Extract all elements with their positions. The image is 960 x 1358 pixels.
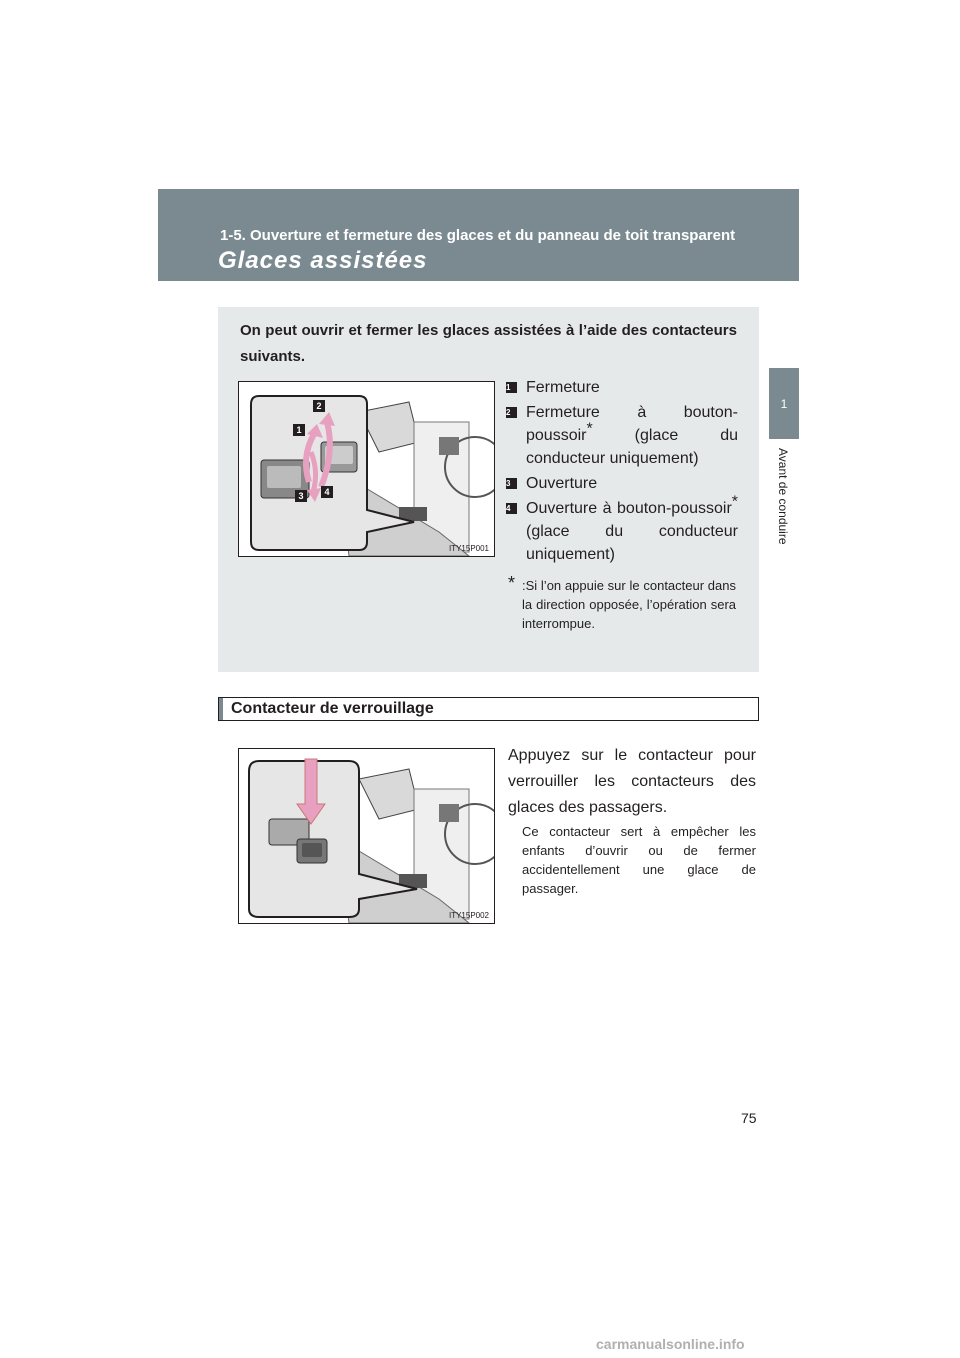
step-item — [506, 493, 738, 566]
figure-code: ITY15P002 — [448, 911, 489, 920]
intro-text: On peut ouvrir et fermer les glaces assistées à l’aide des contacteurs suivants. — [240, 322, 737, 365]
chapter-tab[interactable] — [769, 368, 799, 439]
figure-lock-switch — [238, 748, 495, 924]
footnote-star: * — [731, 493, 738, 511]
step-text: Fermeture — [526, 379, 600, 396]
callout-2: 2 — [316, 401, 322, 411]
callout-3: 3 — [298, 491, 304, 501]
chapter-tab-number: 1 — [780, 396, 788, 411]
step-text-rest: (glace du conducteur uniquement) — [526, 427, 738, 467]
step-text: Ouverture — [526, 475, 598, 492]
step-text-rest: (glace du conducteur uniquement) — [526, 523, 738, 563]
footnote-text: :Si l’on appuie sur le contacteur dans la direction opposée, l’opération sera interrompue. — [522, 578, 736, 631]
step-number: 2 — [506, 407, 517, 418]
figure-window-switches — [238, 381, 495, 557]
callout-4: 4 — [324, 487, 330, 497]
footnote-star: * — [586, 420, 593, 438]
watermark[interactable]: carmanualsonline.info — [596, 1336, 745, 1352]
footnote — [508, 573, 736, 633]
step-number: 1 — [506, 382, 517, 393]
chapter-tab-label: Avant de conduire — [776, 448, 790, 545]
lock-note: Ce contacteur sert à empêcher les enfants d’ouvrir ou de fermer accidentellement une glace de passager. — [522, 824, 756, 896]
figure-code: ITY15P001 — [448, 544, 489, 553]
page-title: Glaces assistées — [218, 247, 428, 274]
step-number: 4 — [506, 503, 517, 514]
step-text: Fermeture à bouton-poussoir — [526, 404, 738, 444]
step-item — [506, 401, 738, 470]
step-item — [506, 376, 738, 399]
lock-switch-illustration — [239, 749, 494, 923]
step-list — [506, 376, 738, 568]
footnote-mark: * — [508, 573, 516, 593]
heading-bar — [219, 698, 223, 720]
step-item — [506, 472, 738, 495]
step-text: Ouverture à bouton-poussoir — [526, 500, 732, 517]
callout-1: 1 — [296, 425, 302, 435]
section-label: 1-5. Ouverture et fermeture des glaces et du panneau de toit transparent — [220, 227, 736, 244]
section-heading — [218, 697, 759, 721]
page-number: 75 — [741, 1110, 757, 1126]
section-heading-text: Contacteur de verrouillage — [231, 700, 434, 717]
step-number: 3 — [506, 478, 517, 489]
lock-description: Appuyez sur le contacteur pour verrouiller les contacteurs des glaces des passagers. — [508, 747, 756, 816]
window-switch-illustration — [239, 382, 494, 556]
